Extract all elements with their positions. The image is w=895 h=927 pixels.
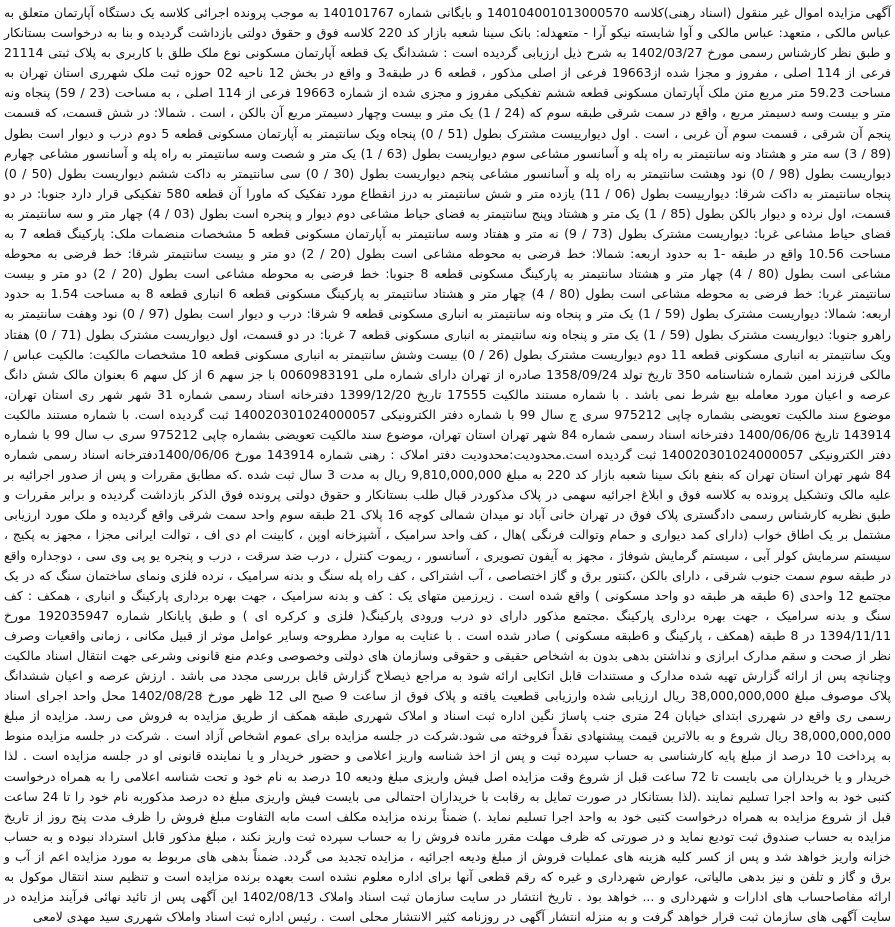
notice-body-text: آگهی مزایده اموال غیر منقول (اسناد رهنی)کلاسه 140104001013000570 و بایگانی شماره 140101767 به موجب پرونده اجرائی کلاسه یک دستگاه آپارتمان متعلق به عباس مالکی ، متعهد: عباس مالکی و آوا شایسته نیکو آرا - متعهدله: بانک سینا شعبه بازار کد 220 کلاسه فوق و حقوق دولتی بازداشت گردیده و بنا به درخواست بستانکار و طبق نظر کارشناس رسمی مورخ 1402/03/27 به شرح ذیل ارزیابی گردیده است : ششدانگ یک قطعه آپارتمان مسکونی نوع ملک طلق با کاربری به پلاک ثبتی 21114 فرعی از 114 اصلی ، مفروز و مجزا شده از19663 فرعی از اصلی مذکور ، قطعه 6 در طبقه3 و واقع در بخش 12 ناحیه 02 حوزه ثبت ملک شهرری استان تهران به مساحت 59.23 متر مربع متن ملک آپارتمان مسکونی قطعه ششم تفکیکی مفروز و مجزی شده از شماره 19663 فرعی از 114 اصلی ، به مساحت (23 / 59) پنجاه ونه متر و بیست وسه دسیمتر مربع ، واقع در سمت شرقی طبقه سوم که (24 / 1) یک متر و بیست وچهار دسیمتر مربع آن بالکن ، است . شمالا: در شش قسمت، که قسمت پنجم آن شرقی ، قسمت سوم آن غربی ، است . اول دیوارییست مشترک بطول (51 / 0) پنجاه ویک سانتیمتر به آپارتمان مسکونی قطعه 5 دوم درب و دیوار است بطول (89 / 3) سه متر و هشتاد ونه سانتیمتر به راه پله و آسانسور مشاعی سوم دیواریست بطول (63 / 1) یک متر و شصت وسه سانتیمتر به راه پله و آسانسور مشاعی چهارم دیواریست بطول (98 / 0) نود وهشت سانتیمتر به راه پله و آسانسور مشاعی پنجم دیواریست بطول (30 / 0) سی سانتیمتر به داکت ششم دیواریست بطول (50 / 0) پنجاه سانتیمتر به داکت شرقا: دیوارییست بطول (06 / 11) یازده متر و شش سانتیمتر به درز انقطاع مورد تفکیک که ماورا آن قطعه 580 تفکیکی قرار دارد جنوبا: در دو قسمت، اول نرده و دیوار بالکن بطول (85 / 1) یک متر و هشتاد وپنج سانتیمتر به فضای حیاط مشاعی دوم دیوار و پنجره است بطول (03 / 4) چهار متر و سه سانتیمتر به فضای حیاط مشاعی غربا: دیواریست مشترک بطول (73 / 9) نه متر و هفتاد وسه سانتیمتر به آپارتمان مسکونی قطعه 5 مشخصات منضمات ملک: پارکینگ قطعه 7 به مساحت 10.56 واقع در طبقه -1 به حدود اربعه: شمالا: خط فرضی به محوطه مشاعی است بطول (20 / 2) دو متر و بیست سانتیمتر شرقا: خط فرضی به محوطه مشاعی است بطول (80 / 4) چهار متر و هشتاد سانتیمتر به پارکینگ مسکونی قطعه 8 جنوبا: خط فرضی به محوطه مشاعی است بطول (20 / 2) دو متر و بیست سانتیمتر غربا: خط فرضی به محوطه مشاعی است بطول (80 / 4) چهار متر و هشتاد سانتیمتر به پارکینگ مسکونی قطعه 6 انباری قطعه 8 به مساحت 1.54 به حدود اربعه: شمالا: دیواریست مشترک بطول (59 / 1) یک متر و پنجاه ونه سانتیمتر به انباری مسکونی قطعه 9 شرقا: درب و دیوار است بطول (97 / 0) نود وهفت سانتیمتر به راهرو جنوبا: دیواریست مشترک بطول (59 / 1) یک متر و پنجاه ونه سانتیمتر به انباری مسکونی قطعه 7 غربا: در دو قسمت، اول دیواریست مشترک بطول (71 / 0) هفتاد ویک سانتیمتر به انباری مسکونی قطعه 11 دوم دیواریست مشترک بطول (26 / 0) بیست وشش سانتیمتر به انباری مسکونی قطعه 10 مشخصات مالکیت: مالکیت عباس / مالکی فرزند امین شماره شناسنامه 350 تاریخ تولد 1358/09/24 صادره از تهران دارای شماره ملی 0060983191 با جز سهم 6 از کل سهم 6 بعنوان مالک شش دانگ عرصه و اعیان مورد معامله بیع شرط نمی باشد . با شماره مستند مالکیت 17555 تاریخ 1399/12/20 دفترخانه اسناد رسمی شماره 31 شهر شهر ری استان تهران، موضوع سند مالکیت تعویضی بشماره چاپی 975212 سری ج سال 99 با شماره دفتر الکترونیکی 140020301024000057 ثبت گردیده است. با شماره مستند مالکیت 143914 تاریخ 1400/06/06 دفترخانه اسناد رسمی شماره 84 شهر تهران استان تهران، موضوع سند مالکیت تعویضی بشماره چاپی 975212 سری ب سال 99 با شماره دفتر الکترونیکی 140020301024000057 ثبت گردیده است.محدودیت:محدودیت دفتر املاک : رهنی شماره 143914 مورخ 1400/06/06دفترخانه اسناد رسمی شماره 84 شهر تهران استان تهران که بنفع بانک سینا شعبه بازار کد 220 به مبلغ 9,810,000,000 ریال به مدت 3 سال ثبت شده .که مطابق مقررات و پس از صدور اجرائیه بر علیه مالک وتشکیل پرونده به کلاسه فوق و ابلاغ اجرائیه سهمی در پلاک مذکوردر قبال طلب بستانکار و حقوق دولتی پرونده فوق الذکر بازداشت گردیده و برابر مقررات و طبق نظریه کارشناس رسمی دادگستری پلاک فوق در تهران خانی آباد نو میدان شمالی کوچه 16 پلاک 21 طبقه سوم واحد سمت شرقی واقع گردیده و ملک مورد ارزیابی مشتمل بر یک اطاق خواب (دارای کمد دیواری و حمام وتوالت فرنگی )هال ، کف واحد سرامیک ، آشپزخانه اوپن ، کابینت ام دی اف ، توالت ایرانی مجزا ، مجهز به پکیج ، سیستم سرمایش کولر آبی ، سیستم گرمایش شوفاژ ، مجهز به آیفون تصویری ، آسانسور ، ریموت کنترل ، درب ضد سرقت ، درب و پنجره یو پی وی سی ، دوجداره واقع در طبقه سوم سمت جنوب شرقی ، دارای بالکن ،کنتور برق و گاز اختصاصی ، آب اشتراکی ، کف راه پله سنگ و بدنه سرامیک ، نرده فلزی ونمای ساختمان سنگ که در یک مجتمع 12 واحدی (6 طبقه هر طبقه دو واحد مسکونی ) واقع شده است . زیرزمین متهای یک : کف و بدنه سرامیک ، جهت بهره برداری پارکینگ و انباری ، همکف : کف سنگ و بدنه سرامیک ، جهت بهره برداری پارکینگ .مجتمع مذکور دارای دو درب ورودی پارکینگ( فلزی و کرکره ای ) و طبق پایانکار شماره 192035947 مورخ 1394/11/11 در 8 طبقه (همکف ، پارکینگ و 6طبقه مسکونی ) صادر شده است . با عنایت به موارد مطروحه وسایر عوامل موثر از قبیل مکانی ، زمانی واقعیات وصرف نظر از صحت و سقم مدارک ابرازی و نداشتن بدهی بدون به اشخاص حقیقی و حقوقی وسازمان های دولتی وخصوصی وعدم منع قانونی وشرعی جهت انتقال اسناد مالکیت وچنانچه پس از ارائه گزارش تهیه شده مدارک و مستندات قابل اتکایی ارائه شود به مراجع ذیصلاح گزارش قابل بررسی مجدد می باشد . ارزش عرصه و اعیان ششدانگ پلاک موصوف مبلغ 38,000,000,000 ریال ارزیابی شده وارزیابی قطعیت یافته و پلاک فوق از ساعت 9 صبح الی 12 ظهر مورخ 1402/08/28 محل واحد اجرای اسناد رسمی ری واقع در شهرری ابتدای خیابان 24 متری جنب پاساژ نگین اداره ثبت اسناد و املاک شهرری طبقه همکف از طریق مزایده به فروش می رسد. مزایده از مبلغ 38,000,000,000 ریال شروع و به بالاترین قیمت پیشنهادی نقداً فروخته می شود.شرکت در جلسه مزایده برای عموم اشخاص آزاد است . شرکت در جلسه مزایده منوط به پرداخت 10 درصد از مبلغ پایه کارشناسی به حساب سپرده ثبت و پس از اخذ شناسه واریز اعلامی و حضور خریدار و یا نماینده قانونی او در جلسه مزایده است . لذا خریدار و یا خریداران می بایست تا 72 ساعت قبل از شروع وقت مزایده اصل فیش واریزی مبلغ ودیعه 10 درصد به نام خود و تحت شناسه اعلامی را به همراه درخواست کتبی خود به واحد اجرا تسلیم نمایند .(لذا بستانکار در صورت تمایل به رقابت با خریداران احتمالی می بایست فیش واریزی مبلغ ده درصد مذکوربه نام خود را تا 24 ساعت قبل از شروع مزایده به همراه درخواست کتبی خود به واحد اجرا تسلیم نماید .) ضمناً برنده مزایده مکلف است مابه التفاوت مبلغ فروش را ظرف مدت پنج روز از تاریخ مزایده به حساب صندوق ثبت تودیع نماید و در صورتی که ظرف مهلت مقرر مانده فروش را به حساب سپرده ثبت واریز نکند ، مبلغ مذکور قابل استرداد نبوده و به حساب خزانه واریز خواهد شد و پس از کسر کلیه هزینه های عملیات فروش از مبلغ ودیعه اجرائیه ، مزایده تجدید می گردد. ضمناً بدهی های مربوط به مورد مزایده اعم از آب و برق و گاز و تلفن و نیز بدهی مالیاتی، عوارض شهرداری و غیره که رقم قطعی آنها برای اداره معلوم نشده است بعهده برنده مزایده است و تنظیم سند انتقال موکول به ارائه مفاصاحساب های ادارات و شهرداری و ... خواهد بود . تاریخ انتشار در سایت سازمان ثبت اسناد واملاک 1402/08/13 این آگهی پس از تائید نهائی فرآیند مزایده در سایت آگهی های سازمان ثبت قرار خواهد گرفت و به منزله انتشار آگهی در روزنامه کثیر الانتشار محلی است . — [4, 5, 892, 925]
notice-signature: رئیس اداره ثبت اسناد واملاک شهرری سید مهدی لامعی — [32, 909, 317, 925]
